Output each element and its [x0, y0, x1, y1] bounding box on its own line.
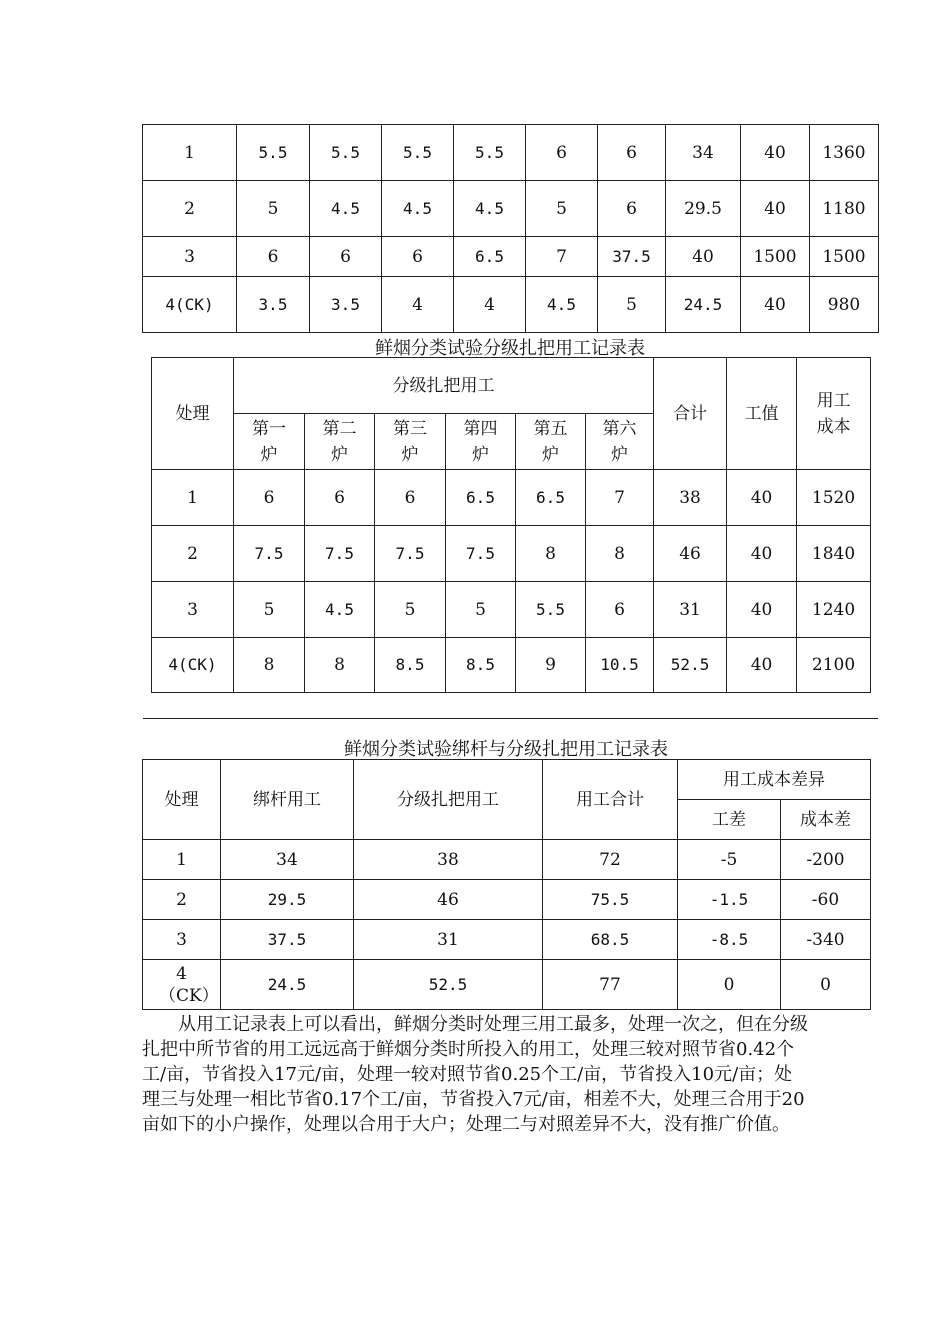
table-row [143, 840, 871, 880]
table-row [143, 960, 871, 1010]
table-cell: 4（CK） [143, 960, 221, 1010]
table-cell: 6.5 [454, 237, 526, 277]
table-cell: 4(CK) [152, 638, 234, 693]
grading-table-caption: 鲜烟分类试验分级扎把用工记录表 [375, 338, 645, 359]
header-labor-diff: 工差 [678, 800, 781, 840]
table-cell: 72 [543, 840, 678, 880]
table-cell: 1 [143, 840, 221, 880]
table-cell: 31 [354, 920, 543, 960]
conclusion-paragraph [142, 1012, 810, 1137]
table-cell: 3.5 [237, 277, 310, 333]
table-cell: -60 [781, 880, 871, 920]
table-cell: -1.5 [678, 880, 781, 920]
conclusion-text: 从用工记录表上可以看出，鲜烟分类时处理三用工最多，处理一次之，但在分级扎把中所节省的用工远远高于鲜烟分类时所投入的用工，处理三较对照节省0.42个工/亩，节省投入17元/亩，处理一较对照节省0.25个工/亩，节省投入10元/亩；处理三与处理一相比节省0.17个工/亩，节省投入7元/亩，相差不大，处理三合用于20亩如下的小户操作，处理以合用于大户；处理二与对照差异不大，没有推广价值。 [142, 1014, 808, 1135]
table-cell: 5.5 [454, 125, 526, 181]
table-cell: 31 [654, 582, 727, 638]
header-wage: 工值 [727, 358, 797, 470]
table-row [143, 181, 879, 237]
table-row [143, 920, 871, 960]
table-cell: 10.5 [586, 638, 654, 693]
header-treatment: 处理 [152, 358, 234, 470]
table-cell: 5.5 [516, 582, 586, 638]
table-cell: 6.5 [516, 470, 586, 526]
table-cell: 1240 [797, 582, 871, 638]
table-cell: 6.5 [446, 470, 516, 526]
table-cell: 2100 [797, 638, 871, 693]
table-cell: 3 [143, 920, 221, 960]
header-cost: 用工成本 [797, 358, 871, 470]
table-cell: 52.5 [354, 960, 543, 1010]
table-cell: 8.5 [375, 638, 446, 693]
table-cell: 0 [678, 960, 781, 1010]
table-cell: 40 [741, 277, 810, 333]
table-cell: 2 [152, 526, 234, 582]
table-cell: 1 [143, 125, 237, 181]
header-furnace: 第五炉 [516, 414, 586, 470]
table-cell: 40 [727, 470, 797, 526]
header-furnace: 第四炉 [446, 414, 516, 470]
table-cell: 7.5 [446, 526, 516, 582]
binding-labor-table [142, 124, 879, 333]
header-furnace: 第二炉 [305, 414, 375, 470]
table-cell: 5 [598, 277, 666, 333]
table-cell: 4 [382, 277, 454, 333]
table-cell: 4(CK) [143, 277, 237, 333]
table-cell: 6 [598, 125, 666, 181]
table-cell: 6 [598, 181, 666, 237]
table-cell: 77 [543, 960, 678, 1010]
table-row [152, 526, 871, 582]
table-cell: -8.5 [678, 920, 781, 960]
table-cell: 1180 [810, 181, 879, 237]
table-cell: 5 [237, 181, 310, 237]
header-treatment: 处理 [143, 760, 221, 840]
table-cell: 68.5 [543, 920, 678, 960]
table-cell: 6 [310, 237, 382, 277]
table-cell: 2 [143, 880, 221, 920]
table-cell: 8 [586, 526, 654, 582]
header-furnace: 第六炉 [586, 414, 654, 470]
table-cell: 24.5 [666, 277, 741, 333]
table-cell: 9 [516, 638, 586, 693]
header-cost-diff: 成本差 [781, 800, 871, 840]
table-cell: 5 [234, 582, 305, 638]
table-cell: 52.5 [654, 638, 727, 693]
table-cell: 4 [454, 277, 526, 333]
table-cell: 6 [526, 125, 598, 181]
table-cell: 5 [526, 181, 598, 237]
table-cell: 4.5 [305, 582, 375, 638]
combined-labor-table [142, 759, 871, 1010]
table-cell: 40 [666, 237, 741, 277]
header-total: 合计 [654, 358, 727, 470]
table-cell: 7 [586, 470, 654, 526]
table-cell: 40 [727, 526, 797, 582]
table-cell: 8.5 [446, 638, 516, 693]
table-row [143, 125, 879, 181]
table-cell: 46 [654, 526, 727, 582]
table-row [143, 277, 879, 333]
table-cell: 6 [234, 470, 305, 526]
table-cell: 1 [152, 470, 234, 526]
table-cell: 8 [516, 526, 586, 582]
table-cell: 40 [741, 125, 810, 181]
table-cell: 34 [666, 125, 741, 181]
table-row [152, 638, 871, 693]
table-cell: 6 [237, 237, 310, 277]
table-cell: 40 [727, 638, 797, 693]
table-cell: 7 [526, 237, 598, 277]
table-cell: 40 [741, 181, 810, 237]
table-cell: 980 [810, 277, 879, 333]
table-header-row [143, 760, 871, 800]
table-cell: 6 [305, 470, 375, 526]
table-cell: 1840 [797, 526, 871, 582]
combined-table-caption: 鲜烟分类试验绑杆与分级扎把用工记录表 [344, 739, 668, 760]
table-cell: 46 [354, 880, 543, 920]
table-cell: 5 [375, 582, 446, 638]
header-binding-labor: 绑杆用工 [221, 760, 354, 840]
table-cell: 1360 [810, 125, 879, 181]
header-furnace: 第三炉 [375, 414, 446, 470]
header-cost-difference: 用工成本差异 [678, 760, 871, 800]
header-furnace: 第一炉 [234, 414, 305, 470]
section-divider [143, 718, 878, 719]
table-cell: 38 [654, 470, 727, 526]
table-cell: 29.5 [666, 181, 741, 237]
table-cell: 24.5 [221, 960, 354, 1010]
table-cell: 38 [354, 840, 543, 880]
table-row [143, 237, 879, 277]
table-header-row [152, 358, 871, 414]
table-cell: 1500 [741, 237, 810, 277]
table-cell: 3.5 [310, 277, 382, 333]
header-labor-total: 用工合计 [543, 760, 678, 840]
header-grading-labor: 分级扎把用工 [354, 760, 543, 840]
grading-labor-table [151, 357, 871, 693]
table-cell: 4.5 [454, 181, 526, 237]
table-cell: 7.5 [305, 526, 375, 582]
table-cell: 34 [221, 840, 354, 880]
table-cell: -5 [678, 840, 781, 880]
table-cell: 37.5 [598, 237, 666, 277]
table-cell: 5 [446, 582, 516, 638]
table-cell: 5.5 [237, 125, 310, 181]
table-cell: 6 [375, 470, 446, 526]
table-cell: -200 [781, 840, 871, 880]
table-row [152, 582, 871, 638]
table-cell: 29.5 [221, 880, 354, 920]
table-cell: 2 [143, 181, 237, 237]
table-cell: 8 [305, 638, 375, 693]
table-row [143, 880, 871, 920]
table-cell: 4.5 [526, 277, 598, 333]
table-cell: 3 [143, 237, 237, 277]
table-cell: 3 [152, 582, 234, 638]
table-cell: 6 [382, 237, 454, 277]
table-cell: 1500 [810, 237, 879, 277]
table-cell: 0 [781, 960, 871, 1010]
table-cell: 4.5 [382, 181, 454, 237]
table-cell: 37.5 [221, 920, 354, 960]
table-cell: 5.5 [382, 125, 454, 181]
table-cell: -340 [781, 920, 871, 960]
table-row [152, 470, 871, 526]
table-cell: 4.5 [310, 181, 382, 237]
header-grading-group: 分级扎把用工 [234, 358, 654, 414]
table-cell: 8 [234, 638, 305, 693]
table-cell: 40 [727, 582, 797, 638]
table-cell: 5.5 [310, 125, 382, 181]
table-cell: 7.5 [234, 526, 305, 582]
table-cell: 7.5 [375, 526, 446, 582]
table-cell: 75.5 [543, 880, 678, 920]
table-cell: 1520 [797, 470, 871, 526]
table-cell: 6 [586, 582, 654, 638]
